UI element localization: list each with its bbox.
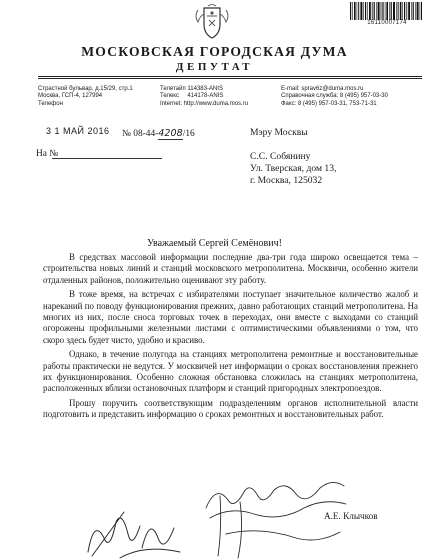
barcode	[350, 2, 422, 20]
reference-prefix: № 08-44-	[122, 129, 159, 139]
contact-line: Телефон	[38, 100, 63, 107]
reference-handwritten: 4208	[158, 128, 183, 139]
salutation: Уважаемый Сергей Семёнович!	[147, 238, 282, 249]
addressee-street: Ул. Тверская, дом 13,	[250, 163, 337, 174]
body-paragraph: В тоже время, на встречах с избирателями поступает значительное количество жалоб и нареканий по поводу функционирования прежних, давно работающих станций метрополитена. На многих из них, после сноса торговых точек в переходах, они вместе с выходами со станций огорожены профильными железными листами с оптимистическими объявлениями о том, что скоро здесь будет чисто, удобно и красиво.	[43, 289, 418, 345]
addressee-city: г. Москва, 125032	[250, 175, 323, 186]
reference-suffix: /16	[182, 129, 195, 139]
contact-line: E-mail: sprav6z@duma.mos.ru	[281, 86, 364, 92]
reply-to-label: На №	[36, 149, 59, 159]
contact-line: Факс: 8 (495) 957-03-31, 753-71-31	[281, 100, 377, 107]
contact-line: Internet: http://www.duma.mos.ru	[160, 100, 249, 107]
body-paragraph: Однако, в течение полугода на станциях метрополитена ремонтные и восстановительные работы практически не ведутся. У москвичей нет информации о сроках восстановления прежнего их функционирования. Особенно сложная обстановка сложилась на станциях метрополитена, расположенных вблизи остановочных платформ и станций пригородных электропоездов.	[43, 349, 418, 394]
date-stamp: 3 1 МАЙ 2016	[46, 126, 110, 136]
contact-line: Москва, ГСП-4, 127994	[38, 93, 103, 100]
contacts-telecom	[160, 86, 248, 108]
contacts-phones	[281, 86, 388, 108]
handwritten-initials	[84, 508, 184, 560]
contact-line: Справочная служба: 8 (495) 957-03-30	[281, 93, 388, 100]
contacts-address	[38, 86, 133, 108]
contact-line: Телетайп 114383-ANIS	[160, 86, 223, 92]
letter-body	[43, 252, 418, 424]
barcode-number: 16110007174	[367, 20, 407, 26]
header-divider-bottom	[38, 78, 422, 79]
signer-name: А.Е. Клычков	[324, 511, 378, 521]
body-paragraph: Прошу поручить соответствующим подразделениям органов исполнительной власти подготовить и представить информацию о сроках ремонтных и восстановительных работ.	[43, 397, 418, 420]
reply-to-blank-line	[52, 158, 162, 159]
contact-line: Страстной бульвар, д.15/29, стр.1	[38, 86, 133, 92]
contact-line: Телекс 414178-ANIS	[160, 93, 224, 100]
addressee-to: Мэру Москвы	[250, 127, 308, 138]
position-title: ДЕПУТАТ	[175, 61, 254, 73]
organization-title: МОСКОВСКАЯ ГОРОДСКАЯ ДУМА	[81, 44, 348, 59]
body-paragraph: В средствах массовой информации последние два-три года широко освещается тема – строительства новых линий и станций московского метрополитена. Москвичи, особенно жители отдаленных районов, положительно оценивают эту работу.	[43, 252, 418, 285]
reference-number	[122, 128, 195, 140]
header-divider-top	[38, 76, 422, 77]
moscow-coat-of-arms-emblem	[190, 4, 234, 40]
addressee-name: С.С. Собянину	[250, 151, 311, 162]
